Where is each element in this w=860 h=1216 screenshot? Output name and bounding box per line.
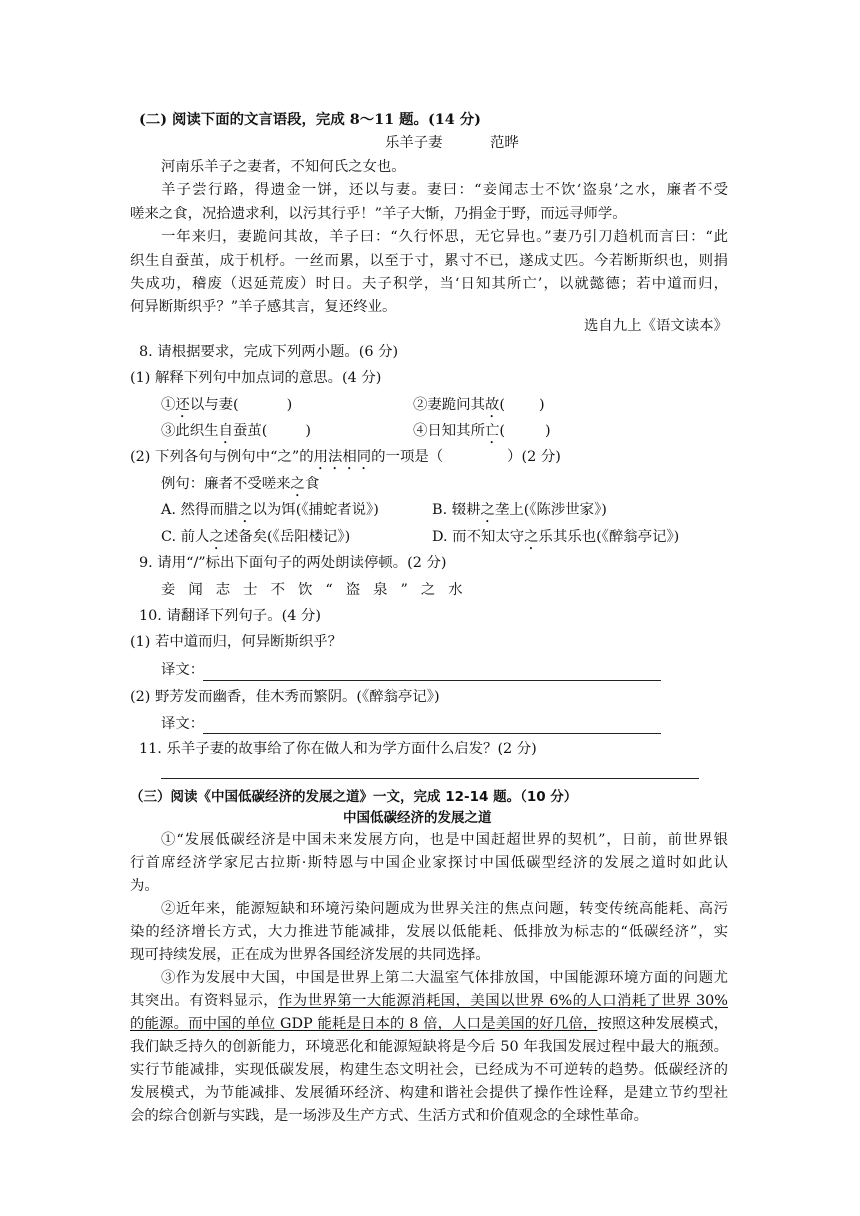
question-8-item-4: ④日知其所亡( ) [413,423,551,439]
question-9-stem: 9. 请用“/”标出下面句子的两处朗读停顿。(2 分) [139,555,447,571]
question-9-sentence[interactable]: 妾闻志士不饮“盗泉”之水 [161,582,476,598]
article-paragraph-3-line-3: 的能源。而中国的单位 GDP 能耗是日本的 8 倍，人口是美国的好几倍，按照这种发展模式， [130,1016,728,1032]
article-paragraph-3-line-4: 我们缺乏持久的创新能力，环境恶化和能源短缺将是今后 50 年我国发展过程中最大的瓶颈。 [130,1039,728,1055]
question-8-option-d[interactable]: D. 而不知太守之乐其乐也(《醉翁亭记》) [432,529,680,545]
question-10-stem: 10. 请翻译下列句子。(4 分) [139,608,321,624]
question-8-item-3: ③此织生自蚕茧( ) [161,423,312,439]
article-paragraph-3-line-5: 实行节能减排，实现低碳发展，构建生态文明社会，已经成为不可逆转的趋势。低碳经济的 [130,1062,728,1078]
question-8-item-1: ①还以与妻( ) [161,397,293,413]
article-paragraph-1-line-2: 行首席经济学家尼古拉斯·斯特恩与中国企业家探讨中国低碳型经济的发展之道时如此认 [130,855,728,871]
answer-line-11[interactable] [161,778,699,779]
translation-label-1: 译文： [161,662,205,678]
article-paragraph-3-line-1: ③作为发展中大国，中国是世界上第二大温室气体排放国，中国能源环境方面的问题尤 [161,970,728,986]
translation-label-2: 译文： [161,716,205,732]
question-8-option-a[interactable]: A. 然得而腊之以为饵(《捕蛇者说》) [161,502,379,518]
article-paragraph-3-line-2: 其突出。有资料显示，作为世界第一大能源消耗国，美国以世界 6%的人口消耗了世界 30% [130,993,728,1009]
passage-title: 乐羊子妻 [385,135,443,151]
question-8-example: 例句：廉者不受嗟来之食 [161,476,320,492]
article-paragraph-3-line-7: 会的综合创新与实践，是一场涉及生产方式、生活方式和价值观念的全球性革命。 [130,1108,649,1124]
passage-paragraph-2-line-2: 嗟来之食，况拾遗求利，以污其行乎！”羊子大惭，乃捐金于野，而远寻师学。 [130,206,627,222]
underlined-sentence: 的能源。而中国的单位 GDP 能耗是日本的 8 倍，人口是美国的好几倍， [130,1016,598,1032]
question-8-stem: 8. 请根据要求，完成下列两小题。(6 分) [139,344,399,360]
passage-paragraph-3-line-3: 失成功，稽废（迟延荒废）时日。夫子积学，当‘日知其所亡’，以就懿德；若中道而归， [130,276,728,292]
question-11-stem: 11. 乐羊子妻的故事给了你在做人和为学方面什么启发？(2 分) [139,741,537,757]
passage-paragraph-3-line-4: 何异断斯织乎？”羊子感其言，复还终业。 [130,299,397,315]
question-8-option-c[interactable]: C. 前人之述备矣(《岳阳楼记》) [161,529,351,545]
passage-paragraph-3-line-1: 一年来归，妻跪问其故，羊子曰：“久行怀思，无它异也。”妻乃引刀趋机而言曰：“此 [161,229,728,245]
question-8-option-b[interactable]: B. 辍耕之垄上(《陈涉世家》) [432,502,607,518]
translation-line-1[interactable] [203,680,661,681]
passage-source: 选自九上《语文读本》 [584,318,728,334]
passage-paragraph-1: 河南乐羊子之妻者，不知何氏之女也。 [161,159,406,175]
question-8-sub-1: (1) 解释下列句中加点词的意思。(4 分) [130,370,382,386]
translation-line-2[interactable] [203,733,661,734]
question-8-sub-2: (2) 下列各句与例句中“之”的用法相同的一项是（ ）(2 分) [130,449,561,465]
article-paragraph-2-line-2: 染的经济增长方式，大力推进节能减排，发展以低能耗、低排放为标志的“低碳经济”，实 [130,924,728,940]
passage-paragraph-3-line-2: 织生自蚕茧，成于机杼。一丝而累，以至于寸，累寸不已，遂成丈匹。今若断斯织也，则捐 [130,253,728,269]
section-3-header: （三）阅读《中国低碳经济的发展之道》一文，完成 12-14 题。（10 分） [130,789,578,805]
article-paragraph-2-line-1: ②近年来，能源短缺和环境污染问题成为世界关注的焦点问题，转变传统高能耗、高污 [161,901,728,917]
question-8-item-2: ②妻跪问其故( ) [413,397,545,413]
article-paragraph-2-line-3: 现可持续发展，正在成为世界各国经济发展的共同选择。 [130,947,490,963]
question-10-sentence-2: (2) 野芳发而幽香，佳木秀而繁阴。(《醉翁亭记》) [130,689,440,705]
article-paragraph-1-line-1: ①“发展低碳经济是中国未来发展方向，也是中国赶超世界的契机”，日前，前世界银 [161,832,728,848]
question-10-sentence-1: (1) 若中道而归，何异断斯织乎？ [130,634,343,650]
underlined-sentence: 作为世界第一大能源消耗国，美国以世界 6%的人口消耗了世界 30% [278,993,728,1009]
passage-author: 范晔 [490,135,519,151]
article-paragraph-3-line-6: 发展模式，为节能减排、发展循环经济、构建和谐社会提供了操作性诠释，是建立节约型社 [130,1085,728,1101]
section-2-header: (二) 阅读下面的文言语段，完成 8～11 题。(14 分) [139,111,481,128]
article-title: 中国低碳经济的发展之道 [343,810,492,826]
passage-paragraph-2-line-1: 羊子尝行路，得遗金一饼，还以与妻。妻曰：“妾闻志士不饮‘盗泉’之水，廉者不受 [161,182,728,198]
article-paragraph-1-line-3: 为。 [130,878,159,894]
